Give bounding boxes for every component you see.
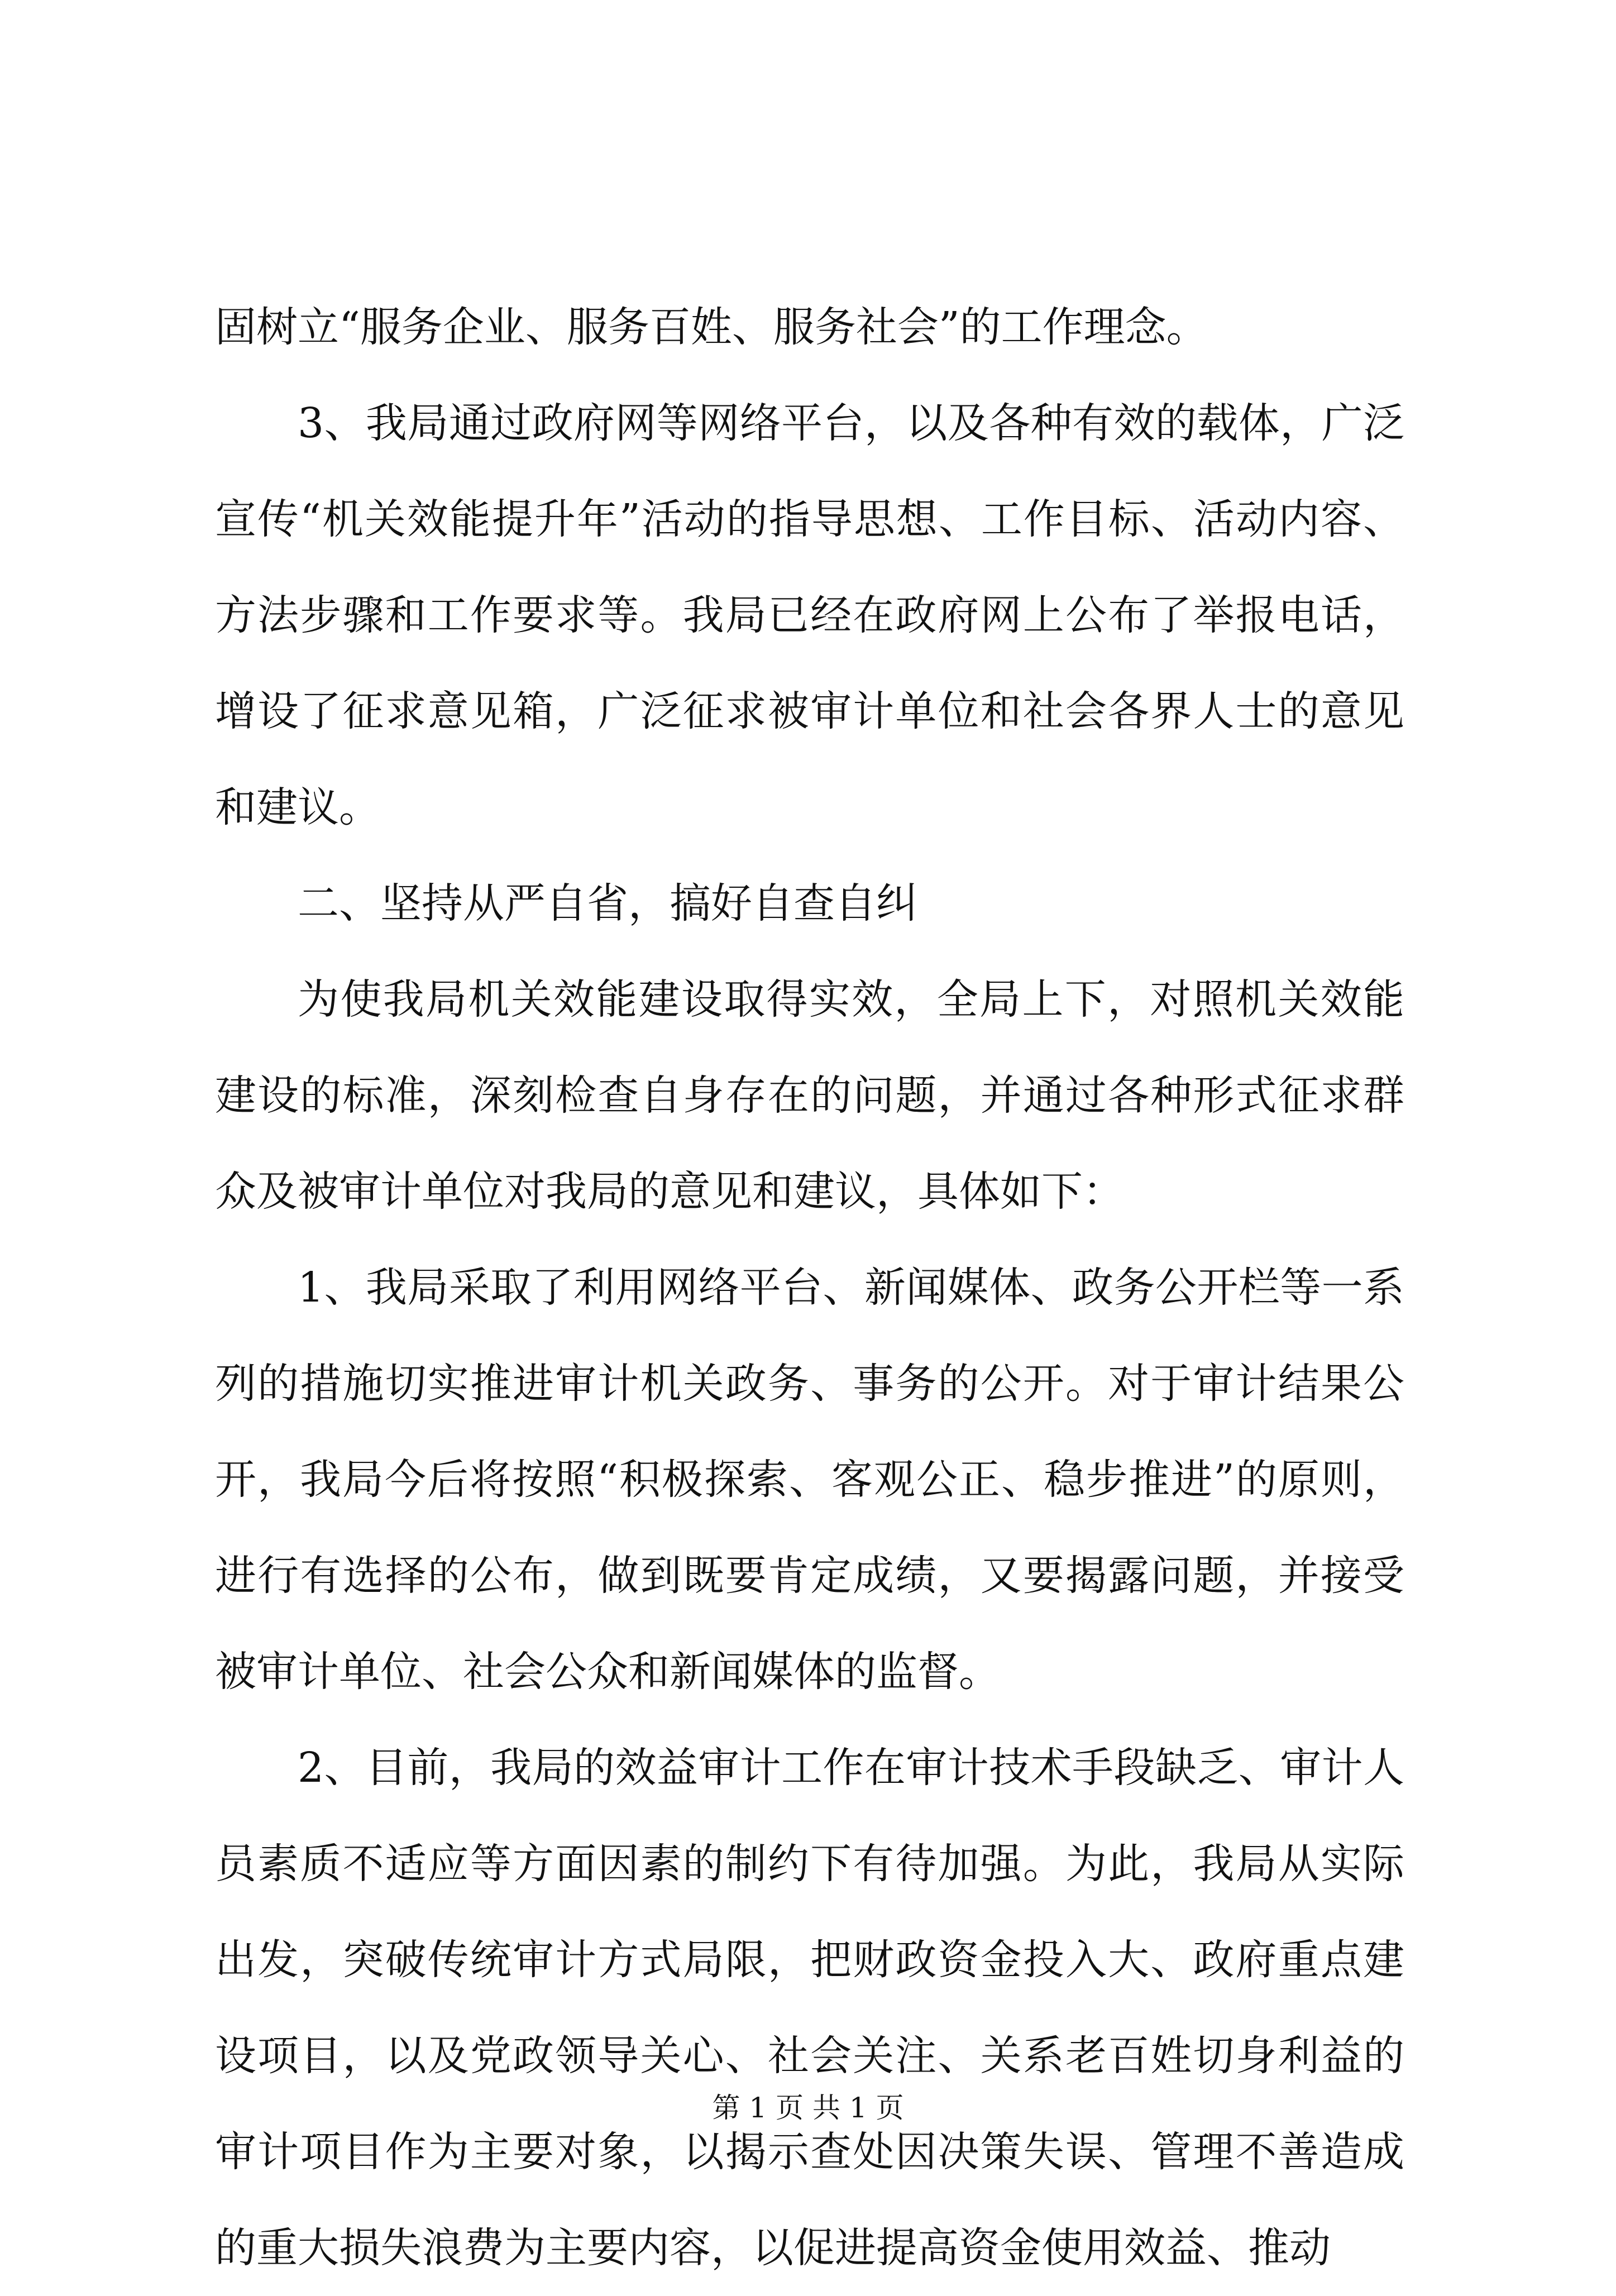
paragraph-item-1: 1、我局采取了利用网络平台、新闻媒体、政务公开栏等一系列的措施切实推进审计机关政务、事务的公开。对于审计结果公开，我局今后将按照“积极探索、客观公正、稳步推进”的原则，进行有选择的公布，做到既要肯定成绩，又要揭露问题，并接受被审计单位、社会公众和新闻媒体的监督。 [215,1264,1404,1696]
section-heading: 二、坚持从严自省，搞好自查自纠 [298,879,917,927]
page-footer: 第 1 页 共 1 页 [712,2092,904,2124]
paragraph-item-2: 2、目前，我局的效益审计工作在审计技术手段缺乏、审计人员素质不适应等方面因素的制约下有待加强。为此，我局从实际出发，突破传统审计方式局限，把财政资金投入大、政府重点建设项目，以及党政领导关心、社会关注、关系老百姓切身利益的审计项目作为主要对象，以揭示查处因决策失误、管理不善造成的重大损失浪费为主要内容，以促进提高资金使用效益、推动 [215,1744,1404,2272]
paragraph-intro: 为使我局机关效能建设取得实效，全局上下，对照机关效能建设的标准，深刻检查自身存在的问题，并通过各种形式征求群众及被审计单位对我局的意见和建议，具体如下： [215,975,1404,1216]
document-body [215,279,1404,2296]
paragraph-continuation: 固树立“服务企业、服务百姓、服务社会”的工作理念。 [215,303,1208,351]
paragraph-item-3: 3、我局通过政府网等网络平台，以及各种有效的载体，广泛宣传“机关效能提升年”活动的指导思想、工作目标、活动内容、方法步骤和工作要求等。我局已经在政府网上公布了举报电话，增设了征求意见箱，广泛征求被审计单位和社会各界人士的意见和建议。 [215,399,1404,831]
